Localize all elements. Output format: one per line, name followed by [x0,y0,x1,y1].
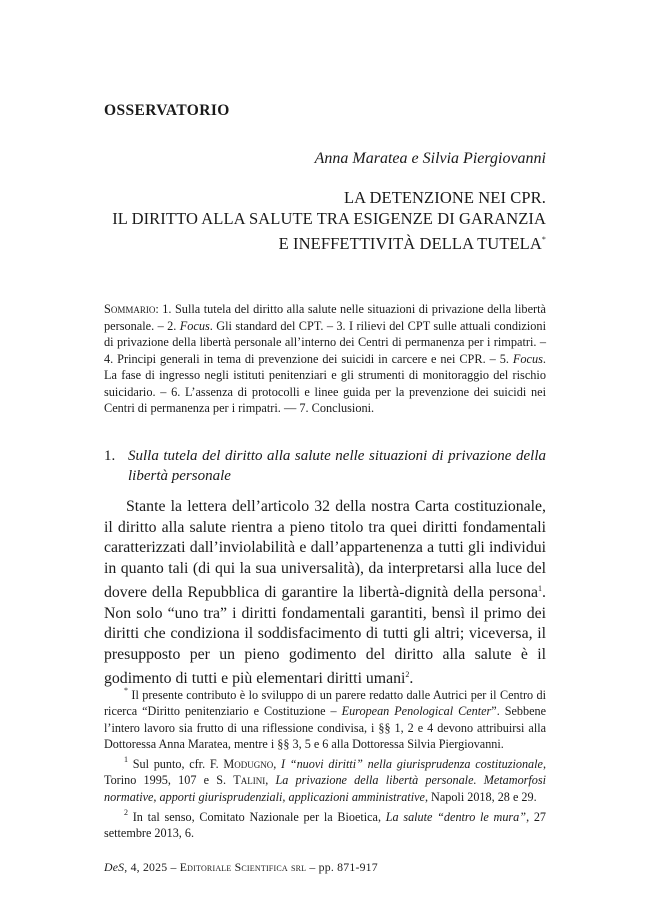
title-line-1: LA DETENZIONE NEI CPR. [343,188,546,207]
footnote-ref-1[interactable]: 1 [538,584,543,593]
footnote-1-text-e: , Napoli 2018, 28 e 29. [424,789,537,804]
summary-focus-1: Focus [179,318,210,333]
footer-publisher: Editoriale Scientifica srl [179,860,307,874]
body-text-1: Stante la lettera dell’articolo 32 della nostra Carta costituzionale, il diritto alla salute rientra a pieno titolo tra quei diritti fondamentali caratterizzati dall’inviolabilità e dall’appartenenza a tutti gli individui in quanto tali (di qui la sua universalità), da interpretarsi alla luce del dovere della Repubblica di garantire la libertà-dignità della persona [104,498,546,601]
summary-focus-2: Focus [512,351,543,366]
footnote-star-text-2: ”. Sebbene l’intero lavoro sia frutto di una riflessione condivisa, i §§ 1, 2 e 4 devono attribuirsi alla Dottoressa Anna Maratea, mentre i §§ 3, 5 e 6 alla Dottoressa Silvia Piergiovanni. [104,704,547,751]
summary [104,301,546,417]
footnote-1-author-1: Modugno [223,757,274,772]
section-heading-number: 1. [104,448,116,464]
body-paragraph [104,497,546,690]
footnote-2-text-a: In tal senso, Comitato Nazionale per la Bioetica, [132,810,386,825]
title-line-2: IL DIRITTO ALLA SALUTE TRA ESIGENZE DI GARANZIA [112,209,546,228]
article-title [104,187,546,254]
title-footnote-mark: * [541,235,546,244]
summary-text-3: . La fase di ingresso negli istituti penitenziari e gli strumenti di monitoraggio del rischio suicidario. – 6. L’assenza di protocolli e linee guida per la prevenzione dei suicidi nei Centri di permanenza per i rimpatri. — 7. Conclusioni. [104,351,546,415]
footer-issue: , 4, 2025 – [124,860,180,874]
footnote-star [104,683,546,752]
footnote-1-text-d: , [265,773,276,788]
footnote-1-author-2: Talini [233,773,266,788]
title-line-3-text: E INEFFETTIVITÀ DELLA TUTELA [278,234,542,253]
footer-pages: – pp. 871-917 [306,860,378,874]
footnote-1-title-1: I “nuovi diritti” nella giurisprudenza costituzionale [281,757,543,772]
footnote-star-italic: European Penological Center [341,704,492,719]
summary-text-1: : 1. Sulla tutela del diritto alla salute nelle situazioni di privazione della libertà personale. – 2. [104,302,546,333]
section-label: OSSERVATORIO [104,102,230,119]
footnotes [104,683,546,842]
footnote-ref-2[interactable]: 2 [405,670,410,679]
body-text-2: . Non solo “uno tra” i diritti fondamentali garantiti, bensì il primo dei diritti che condiziona il soddisfacimento di tutti gli altri; viceversa, il presupposto per un pieno godimento del diritto alla salute è il godimento di tutti e più elementari diritti umani [104,584,546,687]
section-heading-text: Sulla tutela del diritto alla salute nelle situazioni di privazione della libertà personale [128,448,546,484]
footnote-star-mark: * [124,686,128,695]
footnote-1 [104,752,546,805]
footnote-1-text-b: , [273,757,282,772]
page-footer [104,860,378,875]
authors: Anna Maratea e Silvia Piergiovanni [314,150,546,167]
summary-text-2: . Gli standard del CPT. – 3. I rilievi del CPT sulle attuali condizioni di privazione della libertà personale all’interno dei Centri di permanenza per i rimpatri. – 4. Principi generali in tema di prevenzione dei suicidi in carcere e nei CPR. – 5. [104,318,546,366]
footnote-1-text-a: Sul punto, cfr. F. [132,757,224,772]
footnote-1-title-2: La privazione della libertà personale. Metamorfosi normative, apporti giurisprudenziali, applicazioni amministrative [104,773,547,804]
summary-label: Sommario [104,302,156,316]
footnote-1-mark: 1 [124,755,128,765]
footnote-2-title: La salute “dentro le mura” [385,810,527,825]
footnote-star-text-1: Il presente contributo è lo sviluppo di un parere redatto dalle Autrici per il Centro di ricerca “Diritto penitenziario e Costituzione – [104,688,547,719]
section-heading [104,446,546,486]
body-text-3: . [409,670,414,687]
footnote-2 [104,805,546,842]
footnote-1-text-c: , Torino 1995, 107 e S. [104,757,546,788]
footer-journal: DeS [104,860,125,874]
footnote-2-mark: 2 [124,808,128,818]
footnote-2-text-b: , 27 settembre 2013, 6. [104,810,547,841]
title-line-3 [104,229,546,254]
body-text [104,497,546,690]
